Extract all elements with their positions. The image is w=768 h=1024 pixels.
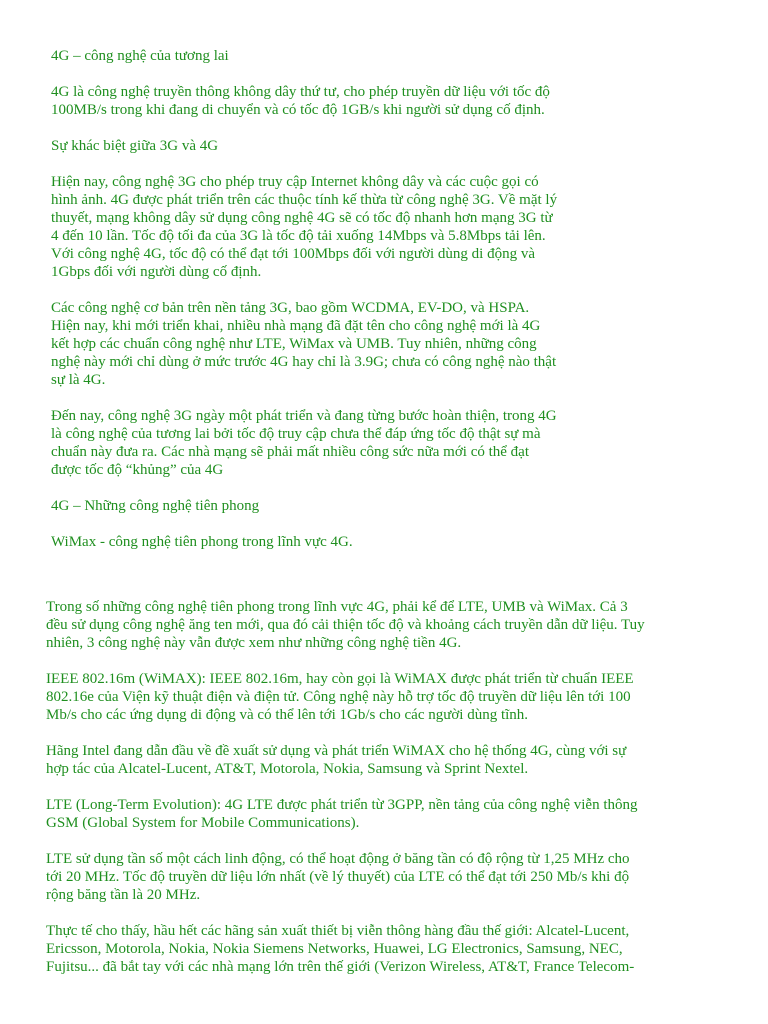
paragraph-3g-vs-4g: Hiện nay, công nghệ 3G cho phép truy cập Internet không dây và các cuộc gọi có hình ảnh. 4G được phát triển trên các thuộc tính kế thừa từ công nghệ 3G. Về mặt lý thuyết, mạng không dây sử dụng công nghệ 4G sẽ có tốc độ nhanh hơn mạng 3G từ 4 đến 10 lần. Tốc độ tối đa của 3G là tốc độ tải xuống 14Mbps và 5.8Mbps tải lên. Với công nghệ 4G, tốc độ có thể đạt tới 100Mbps đối với người dùng di động và 1Gbps đối với người dùng cố định.: [51, 174, 558, 280]
section-4g-intro: [51, 47, 631, 551]
paragraph-3g-progress: Đến nay, công nghệ 3G ngày một phát triển và đang từng bước hoàn thiện, trong 4G là công nghệ của tương lai bởi tốc độ truy cập chưa thể đáp ứng tốc độ thật sự mà chuẩn này đưa ra. Các nhà mạng sẽ phải mất nhiều công sức nữa mới có thể đạt được tốc độ “khủng” của 4G: [51, 408, 557, 478]
paragraph-pioneers: Trong số những công nghệ tiên phong trong lĩnh vực 4G, phải kể để LTE, UMB và WiMax. Cả 3 đều sử dụng công nghệ ăng ten mới, qua đó cải thiện tốc độ và khoảng cách truyền dẫn dữ liệu. Tuy nhiên, 3 công nghệ này vẫn được xem như những công nghệ tiền 4G.: [46, 599, 645, 651]
section-pioneer-technologies: [46, 598, 726, 994]
paragraph-3g-platform: Các công nghệ cơ bản trên nền tảng 3G, bao gồm WCDMA, EV-DO, và HSPA. Hiện nay, khi mới triển khai, nhiều nhà mạng đã đặt tên cho công nghệ mới là 4G kết hợp các chuẩn công nghệ như LTE, WiMax và UMB. Tuy nhiên, những công nghệ này mới chỉ dùng ở mức trước 4G hay chỉ là 3.9G; chưa có công nghệ nào thật sự là 4G.: [51, 300, 557, 388]
paragraph-ieee-wimax: IEEE 802.16m (WiMAX): IEEE 802.16m, hay còn gọi là WiMAX được phát triển từ chuẩn IEEE 802.16e của Viện kỹ thuật điện và điện tử. Công nghệ này hỗ trợ tốc độ truyền dữ liệu lên tới 100 Mb/s cho các ứng dụng di động và có thể lên tới 1Gb/s cho các người dùng tĩnh.: [46, 671, 634, 723]
paragraph-intel: Hãng Intel đang dẫn đầu về đề xuất sử dụng và phát triển WiMAX cho hệ thống 4G, cùng với sự hợp tác của Alcatel-Lucent, AT&T, Motorola, Nokia, Samsung và Sprint Nextel.: [46, 743, 627, 777]
section-heading-pioneers: 4G – Những công nghệ tiên phong: [51, 498, 260, 514]
paragraph-manufacturers: Thực tế cho thấy, hầu hết các hãng sản xuất thiết bị viễn thông hàng đầu thế giới: Alcatel-Lucent, Ericsson, Motorola, Nokia, Nokia Siemens Networks, Huawei, LG Electronics, Samsung, NEC, Fujitsu... đã bắt tay với các nhà mạng lớn trên thế giới (Verizon Wireless, AT&T, France Telecom-: [46, 923, 635, 975]
wimax-line: WiMax - công nghệ tiên phong trong lĩnh vực 4G.: [51, 534, 353, 550]
section-heading: 4G – công nghệ của tương lai: [51, 48, 229, 64]
section-subheading: Sự khác biệt giữa 3G và 4G: [51, 138, 219, 154]
paragraph-lte: LTE (Long-Term Evolution): 4G LTE được phát triển từ 3GPP, nền tảng của công nghệ viễn thông GSM (Global System for Mobile Communications).: [46, 797, 638, 831]
intro-paragraph: 4G là công nghệ truyền thông không dây thứ tư, cho phép truyền dữ liệu với tốc độ 100MB/s trong khi đang di chuyển và có tốc độ 1GB/s khi người sử dụng cố định.: [51, 84, 550, 118]
paragraph-lte-frequency: LTE sử dụng tần số một cách linh động, có thể hoạt động ở băng tần có độ rộng từ 1,25 MHz cho tới 20 MHz. Tốc độ truyền dữ liệu lớn nhất (về lý thuyết) của LTE có thể đạt tới 250 Mb/s khi độ rộng băng tần là 20 MHz.: [46, 851, 630, 903]
